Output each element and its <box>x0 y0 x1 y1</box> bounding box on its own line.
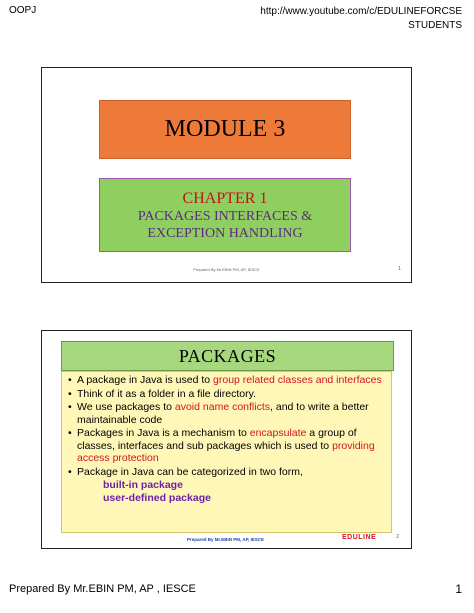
slide-2-footer: Prepared By Mr.EBIN PM, AP, IESCE <box>187 537 265 542</box>
chapter-title-line1: PACKAGES INTERFACES & <box>137 208 313 224</box>
page-footer-number: 1 <box>455 582 462 596</box>
slide-1-footer: Prepared By Mr.EBIN PM, AP, IESCE <box>193 267 260 272</box>
header-course-code: OOPJ <box>9 5 37 16</box>
bullet-1-text: A package in Java is used to <box>77 374 214 386</box>
bullet-4-text-mid: a group of classes, interfaces and sub packages which is used to <box>77 427 357 452</box>
bullet-3-highlight: avoid name conflicts <box>174 401 271 413</box>
packages-content <box>61 371 392 533</box>
bullet-2-text: Think of it as a folder in a file directory. <box>77 387 256 400</box>
slide-1-page-number: 1 <box>398 266 401 272</box>
chapter-title-line2: EXCEPTION HANDLING <box>147 225 303 241</box>
sub-item-built-in: built-in package <box>103 479 183 491</box>
bullet-3-text: We use packages to <box>77 401 175 413</box>
module-title-box <box>99 100 351 159</box>
page-footer-author: Prepared By Mr.EBIN PM, AP , IESCE <box>9 583 196 595</box>
slide-2 <box>41 330 412 549</box>
header-url <box>232 5 462 33</box>
bullet-1-highlight: group related classes and interfaces <box>213 374 382 386</box>
slide-2-brand: EDULINE <box>342 534 377 541</box>
header-url-line1: http://www.youtube.com/c/EDULINEFORCSE <box>260 6 462 17</box>
packages-title-box <box>61 341 394 371</box>
packages-title: PACKAGES <box>178 345 277 366</box>
header-url-line2: STUDENTS <box>408 20 462 31</box>
bullet-2 <box>66 388 387 401</box>
chapter-number: CHAPTER 1 <box>182 189 268 207</box>
bullet-3 <box>66 401 387 426</box>
bullet-5-text: Package in Java can be categorized in two form, <box>77 465 303 478</box>
slide-2-page-number: 2 <box>396 534 399 540</box>
bullet-4 <box>66 427 387 465</box>
bullet-4-highlight-2: providing access protection <box>77 439 375 464</box>
module-title: MODULE 3 <box>164 116 286 142</box>
sub-item-user-defined: user-defined package <box>103 492 211 504</box>
bullet-5 <box>66 466 387 479</box>
chapter-box <box>99 178 351 252</box>
bullet-1 <box>66 374 387 387</box>
bullet-4-text: Packages in Java is a mechanism to <box>77 427 250 439</box>
slide-1 <box>41 67 412 283</box>
bullet-3-text-end: , and to write a better maintainable code <box>77 401 369 426</box>
bullet-4-highlight-1: encapsulate <box>249 427 307 439</box>
